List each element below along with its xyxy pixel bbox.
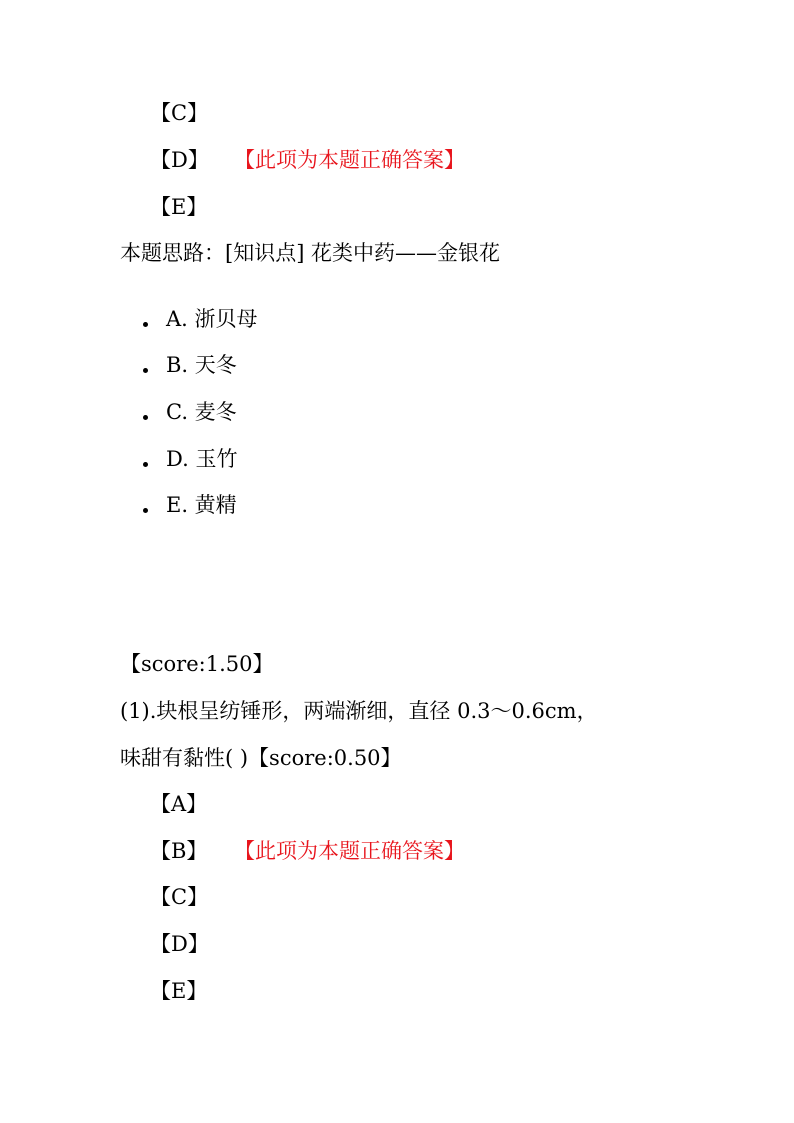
option-letter: 【E】 [150,979,208,1003]
correct-answer-marker: 【此项为本题正确答案】 [234,148,465,172]
choice-text: E. 黄精 [166,493,237,517]
correct-answer-marker: 【此项为本题正确答案】 [234,839,465,863]
explanation-text: 本题思路：[知识点] 花类中药——金银花 [120,241,501,265]
option-letter: 【C】 [150,101,209,125]
option-letter: 【C】 [150,885,209,909]
bullet-icon [143,368,148,373]
score-label: 【score:1.50】 [120,652,274,676]
bullet-icon [143,462,148,467]
choice-text: B. 天冬 [166,353,237,377]
bullet-icon [143,415,148,420]
bullet-icon [143,508,148,513]
option-letter: 【D】 [150,148,209,172]
question-text: (1).块根呈纺锤形，两端渐细，直径 0.3～0.6cm， [120,699,598,723]
option-letter: 【E】 [150,195,208,219]
option-letter: 【B】 [150,839,208,863]
option-letter: 【D】 [150,932,209,956]
question-text-continued: 味甜有黏性( )【score:0.50】 [120,746,402,770]
choice-text: A. 浙贝母 [166,307,258,331]
bullet-icon [143,322,148,327]
choice-text: C. 麦冬 [166,400,237,424]
choice-text: D. 玉竹 [166,447,238,471]
option-letter: 【A】 [150,792,208,816]
